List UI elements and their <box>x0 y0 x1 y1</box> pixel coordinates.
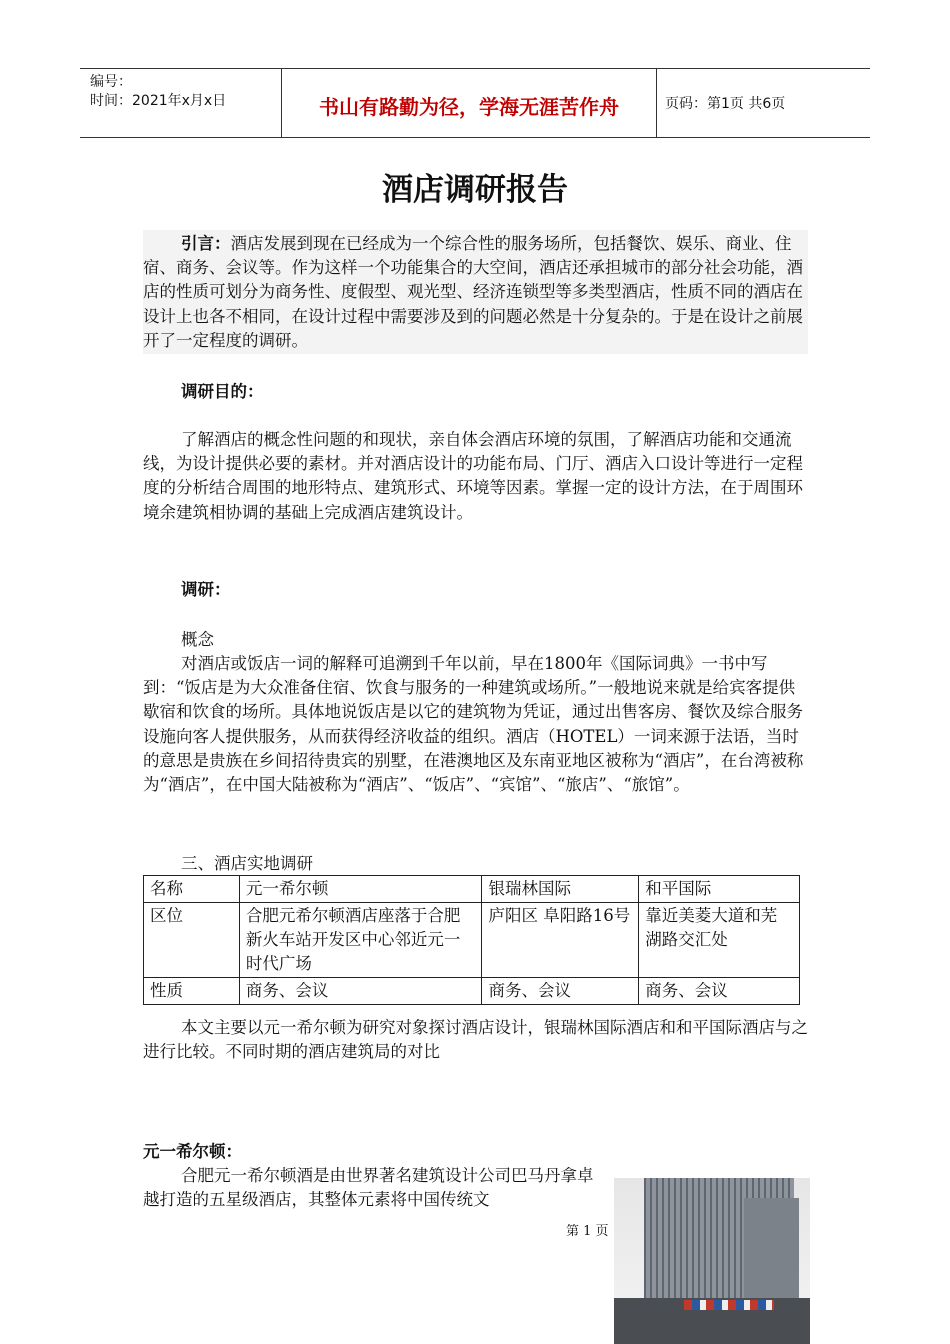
page-footer: 第 1 页 <box>566 1224 609 1239</box>
intro-label: 引言： <box>181 234 231 253</box>
table-cell: 区位 <box>144 903 240 978</box>
hotel-comparison-table <box>143 875 800 1005</box>
document-time: 时间：2021年x月x日 <box>90 93 227 109</box>
purpose-paragraph: 了解酒店的概念性问题的和现状，亲自体会酒店环境的氛围，了解酒店功能和交通流线，为设计提供必要的素材。并对酒店设计的功能布局、门厅、酒店入口设计等进行一定程度的分析结合周围的地形特点、建筑形式、环境等因素。掌握一定的设计方法，在于周围环境余建筑相协调的基础上完成酒店建筑设计。 <box>143 430 803 522</box>
table-cell: 性质 <box>144 978 240 1005</box>
table-cell: 商务、会议 <box>239 978 482 1005</box>
table-cell: 庐阳区 阜阳路16号 <box>482 903 639 978</box>
header-meta <box>90 73 226 111</box>
photo-building-side <box>744 1198 799 1308</box>
hotel-photo <box>614 1178 810 1344</box>
table-cell: 和平国际 <box>639 876 800 903</box>
table-cell: 银瑞林国际 <box>482 876 639 903</box>
table-cell: 靠近美菱大道和芜湖路交汇处 <box>639 903 800 978</box>
survey-label: 三、酒店实地调研 <box>181 854 313 873</box>
research-heading: 调研： <box>181 580 231 599</box>
table-cell: 名称 <box>144 876 240 903</box>
table-row <box>144 876 800 903</box>
header-page-info: 页码：第1页 共6页 <box>665 96 786 112</box>
document-title: 酒店调研报告 <box>382 172 568 208</box>
hilton-paragraph: 合肥元一希尔顿酒是由世界著名建筑设计公司巴马丹拿卓越打造的五星级酒店，其整体元素将中国传统文 <box>143 1166 594 1210</box>
table-cell: 元一希尔顿 <box>239 876 482 903</box>
table-cell: 商务、会议 <box>482 978 639 1005</box>
header-motto: 书山有路勤为径，学海无涯苦作舟 <box>319 95 619 119</box>
purpose-heading: 调研目的： <box>181 382 264 401</box>
page-header <box>80 68 870 138</box>
document-number: 编号： <box>90 74 132 90</box>
table-row <box>144 903 800 978</box>
table-cell: 合肥元希尔顿酒店座落于合肥新火车站开发区中心邻近元一时代广场 <box>239 903 482 978</box>
intro-paragraph <box>143 232 808 353</box>
concept-label: 概念 <box>181 630 214 649</box>
photo-flags <box>684 1300 774 1310</box>
after-table-paragraph: 本文主要以元一希尔顿为研究对象探讨酒店设计，银瑞林国际酒店和和平国际酒店与之进行比较。不同时期的酒店建筑局的对比 <box>143 1018 808 1062</box>
concept-paragraph: 对酒店或饭店一词的解释可追溯到千年以前，早在1800年《国际词典》一书中写到：“饭店是为大众准备住宿、饮食与服务的一种建筑或场所。”一般地说来就是给宾客提供歇宿和饮食的场所。具体地说饭店是以它的建筑物为凭证，通过出售客房、餐饮及综合服务设施向客人提供服务，从而获得经济收益的组织。酒店（HOTEL）一词来源于法语，当时的意思是贵族在乡间招待贵宾的别墅，在港澳地区及东南亚地区被称为“酒店”，在台湾被称为“酒店”，在中国大陆被称为“酒店”、“饭店”、“宾馆”、“旅店”、“旅馆”。 <box>143 654 804 795</box>
table-cell: 商务、会议 <box>639 978 800 1005</box>
table-row <box>144 978 800 1005</box>
hilton-heading: 元一希尔顿： <box>143 1142 242 1161</box>
intro-text: 酒店发展到现在已经成为一个综合性的服务场所，包括餐饮、娱乐、商业、住宿、商务、会议等。作为这样一个功能集合的大空间，酒店还承担城市的部分社会功能，酒店的性质可划分为商务性、度假型、观光型、经济连锁型等多类型酒店，性质不同的酒店在设计上也各不相同，在设计过程中需要涉及到的问题必然是十分复杂的。于是在设计之前展开了一定程度的调研。 <box>143 234 803 350</box>
header-divider <box>656 69 657 137</box>
